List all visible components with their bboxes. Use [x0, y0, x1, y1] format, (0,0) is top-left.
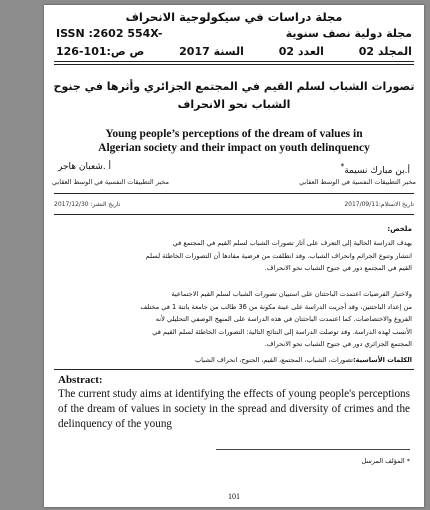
affiliation-2: مخبر التطبيقات النفسية في الوسط العقابي	[52, 178, 169, 186]
summary-paragraph-1	[56, 237, 412, 275]
summary-heading: ملخص:	[387, 225, 412, 233]
keywords	[56, 356, 412, 364]
summary-p1-line: القيم في المجتمع دور في جنوح الشباب نحو الانحراف.	[264, 264, 412, 272]
abstract-text: The current study aims at identifying the effects of young people's perceptions of the dream of values in society in the spread and diversity of crimes and the delinquency of the young	[58, 388, 410, 430]
arabic-title-line-1: تصورات الشباب لسلم القيم في المجتمع الجزائري وأثرها في جنوح	[53, 80, 415, 93]
page-range: ص ص:101-126	[56, 45, 145, 58]
journal-volume: المجلد 02	[358, 45, 412, 58]
journal-year: السنة 2017	[179, 45, 244, 58]
header-row-issn	[56, 27, 412, 40]
summary-p2-line: ولاختبار الفرضيات اعتمدت الباحثتان على استبيان تصورات الشباب لسلم القيم الاجتماعية	[171, 290, 412, 298]
arabic-title-line-2: الشباب نحو الانحراف	[177, 98, 291, 111]
journal-periodicity: مجلة دولية نصف سنوية	[285, 27, 412, 40]
journal-issue: العدد 02	[278, 45, 324, 58]
journal-page	[44, 5, 424, 507]
header-rule-bottom	[54, 64, 414, 65]
author-1-name: أ.بن مبارك نسيمة	[344, 166, 410, 176]
summary-p2-line: من إعداد الباحثتين، وقد أجريت الدراسة على عينة مكونة من 36 طالب من جامعة باتنة 1 في مختلف	[140, 302, 412, 311]
dates-rule	[54, 214, 414, 215]
summary-p1-line: انتشار وتنوع الجرائم وانحراف الشباب. وقد انطلقت من فرضية مفادها أن التصورات الخاطئة لسلم	[145, 251, 412, 260]
english-title-line-1: Young people’s perceptions of the dream of values in	[105, 128, 363, 140]
summary-p2-line: المجتمع الجزائري دور في جنوح الشباب نحو الانحراف.	[264, 340, 412, 348]
author-1	[340, 162, 410, 176]
keywords-label: الكلمات الأساسية:	[352, 356, 412, 364]
summary-p2-line: الفروع والاختصاصات. كما اعتمدت الباحثتان في هذه الدراسة على المنهج الوصفي التحليلي لأنه	[155, 315, 412, 323]
abstract-heading: Abstract:	[58, 374, 103, 386]
footnote-rule	[216, 449, 410, 450]
affiliations-row	[52, 178, 416, 186]
header-rule-top	[54, 61, 414, 62]
keywords-rule	[54, 369, 414, 370]
summary-p2-line: الأنسب لهذه الدراسة. وقد توصلت الدراسة إلى النتائج التالية: التصورات الخاطئة لسلم القيم في	[152, 327, 412, 336]
summary-paragraph-2	[56, 288, 412, 351]
authors-row	[58, 162, 410, 176]
footnote: * المؤلف المرسل	[361, 457, 410, 465]
english-title	[54, 127, 414, 155]
english-title-line-2: Algerian society and their impact on youth delinquency	[98, 142, 370, 154]
received-date: تاريخ الاستلام:2017/09/11	[344, 201, 414, 208]
publication-date: تاريخ النشر: 2017/12/30	[54, 201, 121, 208]
authors-rule	[54, 193, 414, 194]
corresponding-author-mark: *	[340, 162, 345, 171]
header-row-details	[56, 45, 412, 58]
page-number: 101	[228, 492, 240, 501]
affiliation-1: مخبر التطبيقات النفسية في الوسط العقابي	[299, 178, 416, 186]
dates-row	[54, 201, 414, 208]
author-2: أ .شعبان هاجر	[58, 162, 112, 172]
keywords-text: تصورات، الشباب، المجتمع، القيم، الجنوح، انحراف الشباب	[194, 356, 353, 364]
journal-name: مجلة دراسات في سيكولوجية الانحراف	[125, 10, 343, 24]
arabic-title	[52, 78, 416, 114]
issn: ISSN :2602 554X-	[56, 27, 163, 40]
summary-p1-line: يهدف الدراسة الحالية إلى التعرف على آثار تصورات الشباب لسلم القيم في المجتمع في	[172, 239, 412, 247]
